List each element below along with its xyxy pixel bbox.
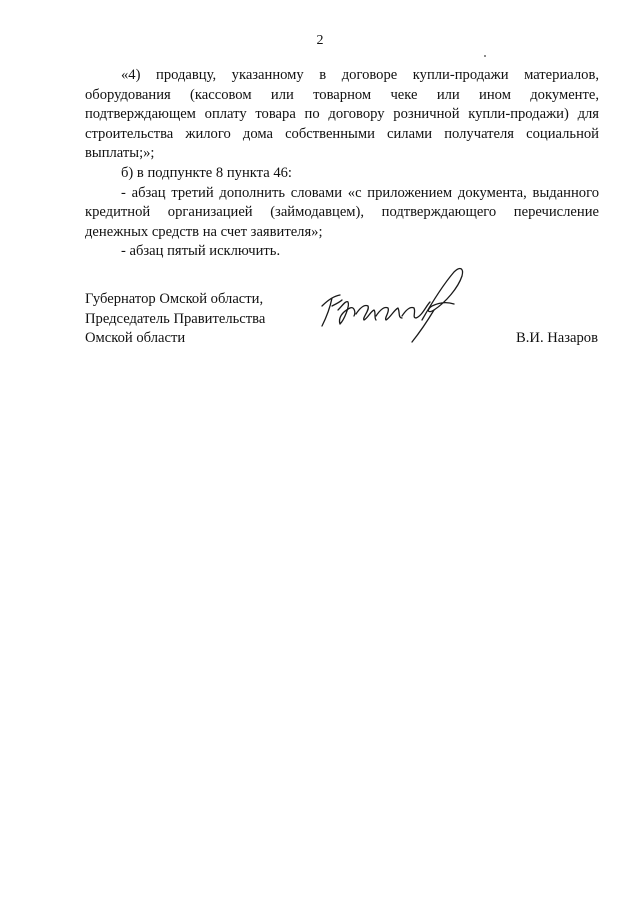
position-line: Губернатор Омской области, xyxy=(85,291,264,307)
page-number: 2 xyxy=(316,33,324,48)
paragraph-subitem-b: б) в подпункте 8 пункта 46: xyxy=(121,164,292,181)
signatory-position xyxy=(85,290,265,349)
signatory-name: В.И. Назаров xyxy=(516,330,598,346)
paragraph-abzac-tretiy: - абзац третий дополнить словами «с приложением документа, выданного кредитной организацией (займодавцем), подтверждающего перечисление денежных средств на счет заявителя»; xyxy=(85,184,599,240)
document-body xyxy=(85,66,599,262)
paragraph-item-4: «4) продавцу, указанному в договоре купли-продажи материалов, оборудования (кассовом или товарном чеке или ином документе, подтверждающем оплату товара по договору розничной купли-продажи) для строительства жилого дома собственными силами получателя социальной выплаты;»; xyxy=(85,67,599,162)
position-line: Председатель Правительства xyxy=(85,310,266,327)
handwritten-signature xyxy=(318,262,468,344)
position-line: Омской области xyxy=(85,330,186,347)
paragraph-abzac-pyatyy: - абзац пятый исключить. xyxy=(121,243,281,260)
scan-speck xyxy=(484,55,486,57)
